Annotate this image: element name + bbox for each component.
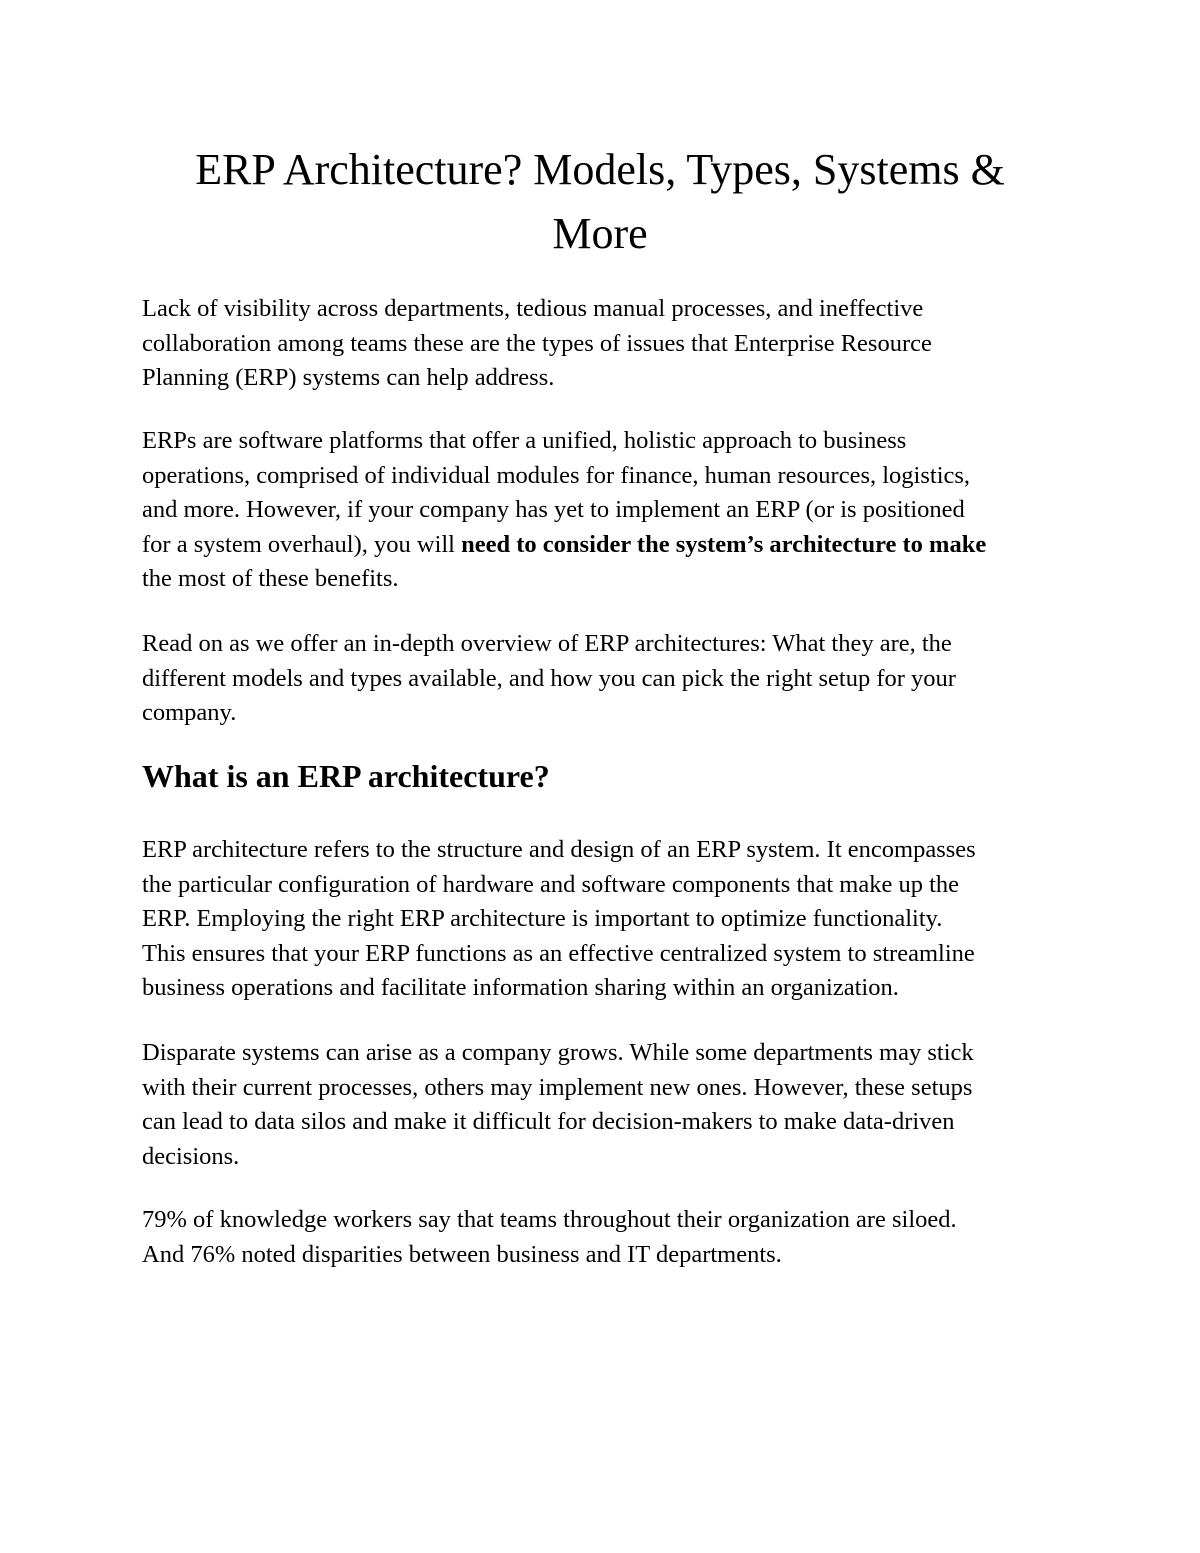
text-line: the most of these benefits. bbox=[142, 565, 399, 592]
bold-text-run: need to consider the system’s architecture to make bbox=[461, 530, 987, 558]
text-line bbox=[142, 528, 1062, 563]
text-line: different models and types available, and how you can pick the right setup for your bbox=[142, 664, 956, 692]
intro-paragraph-2 bbox=[142, 424, 1062, 597]
text-line: the particular configuration of hardware and software components that make up the bbox=[142, 870, 960, 898]
text-run: for a system overhaul), you will bbox=[142, 530, 462, 558]
text-line: collaboration among teams these are the types of issues that Enterprise Resource bbox=[142, 329, 932, 357]
text-line: operations, comprised of individual modules for finance, human resources, logistics, bbox=[142, 461, 971, 489]
text-line: can lead to data silos and make it difficult for decision-makers to make data-driven bbox=[142, 1108, 955, 1135]
text-line: This ensures that your ERP functions as an effective centralized system to streamline bbox=[142, 939, 975, 967]
text-line: decisions. bbox=[142, 1142, 240, 1170]
text-line: ERPs are software platforms that offer a unified, holistic approach to business bbox=[142, 427, 907, 454]
text-line: ERP. Employing the right ERP architecture is important to optimize functionality. bbox=[142, 905, 943, 932]
intro-paragraph-1 bbox=[142, 292, 1062, 396]
text-line: Disparate systems can arise as a company grows. While some departments may stick bbox=[142, 1039, 974, 1066]
text-line: 79% of knowledge workers say that teams throughout their organization are siloed. bbox=[142, 1206, 957, 1233]
text-line: with their current processes, others may implement new ones. However, these setups bbox=[142, 1073, 973, 1101]
text-line: and more. However, if your company has yet to implement an ERP (or is positioned bbox=[142, 496, 965, 523]
text-line: Lack of visibility across departments, tedious manual processes, and ineffective bbox=[142, 295, 924, 322]
section-paragraph-2 bbox=[142, 1036, 1062, 1174]
section-heading: What is an ERP architecture? bbox=[142, 758, 550, 794]
document-title bbox=[120, 138, 1080, 266]
text-line: business operations and facilitate information sharing within an organization. bbox=[142, 974, 899, 1001]
text-line: Read on as we offer an in-depth overview of ERP architectures: What they are, the bbox=[142, 630, 952, 657]
text-line: ERP architecture refers to the structure and design of an ERP system. It encompasses bbox=[142, 836, 976, 863]
text-line: Planning (ERP) systems can help address. bbox=[142, 364, 555, 391]
text-line: And 76% noted disparities between business and IT departments. bbox=[142, 1240, 782, 1268]
intro-paragraph-3 bbox=[142, 627, 1062, 731]
text-line: company. bbox=[142, 699, 237, 726]
section-paragraph-1 bbox=[142, 833, 1062, 1006]
section-paragraph-3 bbox=[142, 1203, 1062, 1272]
title-line: More bbox=[552, 209, 648, 258]
title-line: ERP Architecture? Models, Types, Systems & bbox=[195, 145, 1005, 194]
